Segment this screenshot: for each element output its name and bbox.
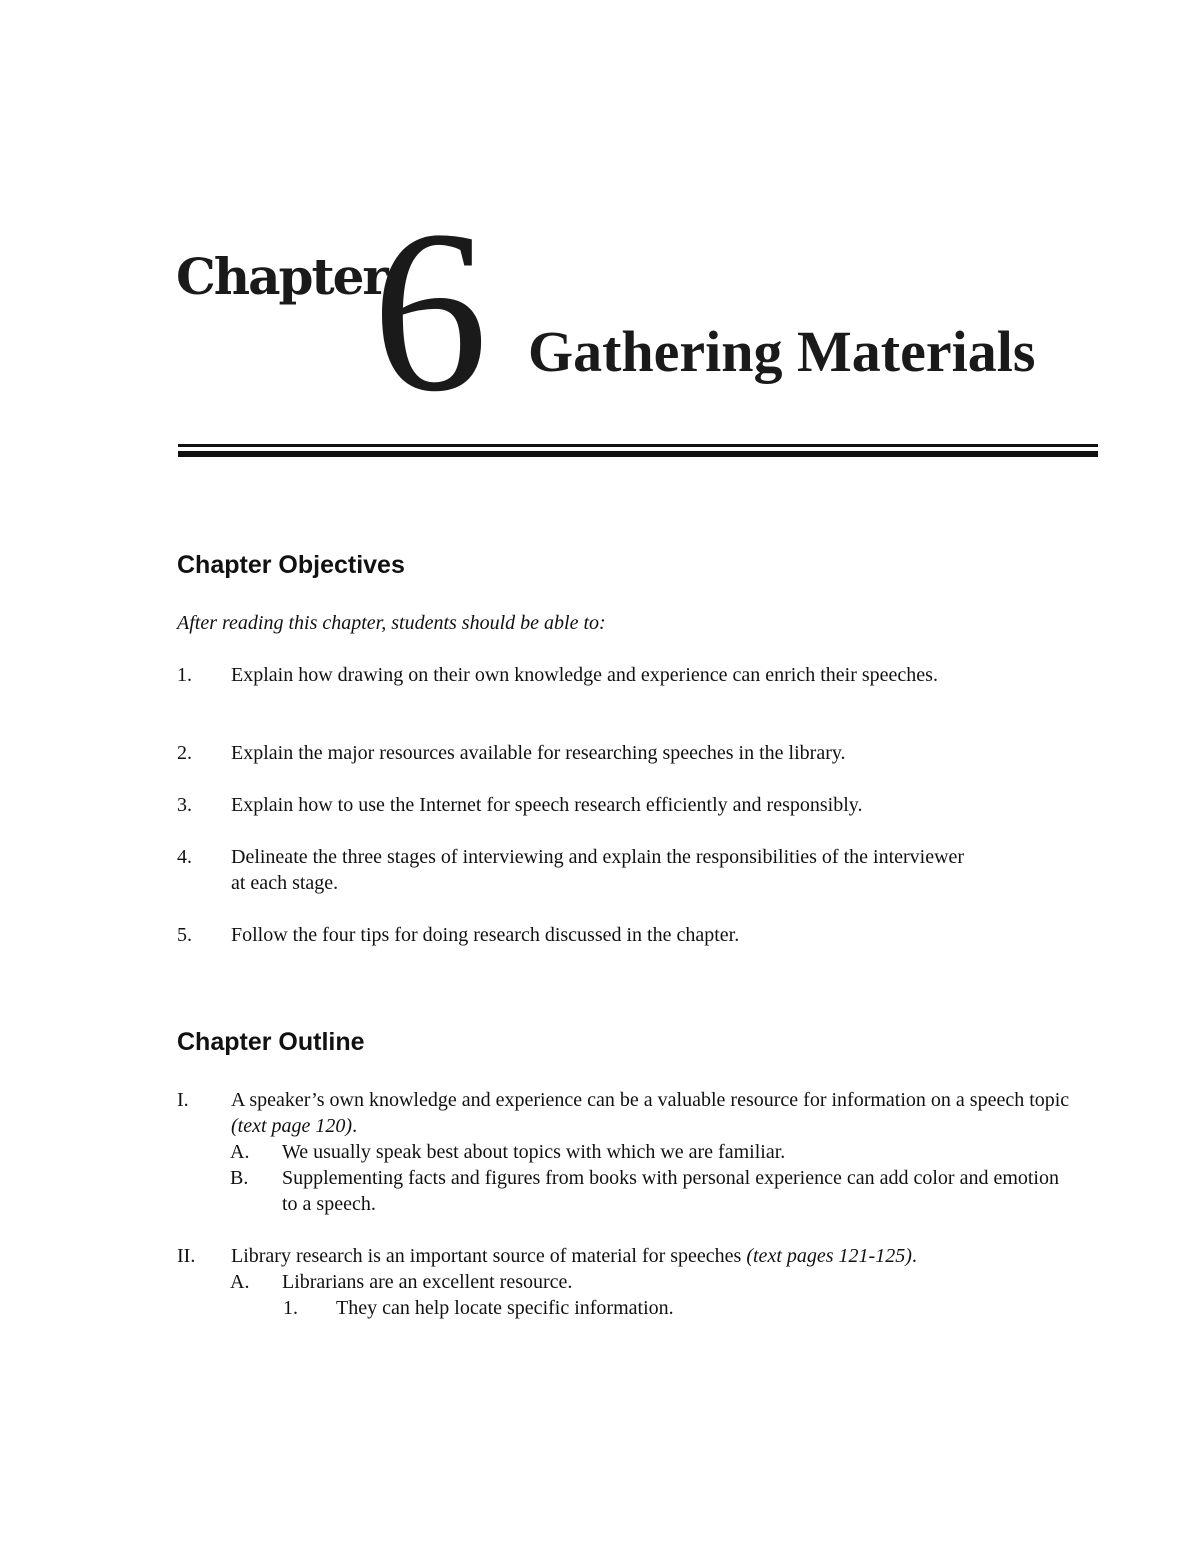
chapter-label: Chapter (176, 247, 387, 306)
outline-subitem-letter: B. (230, 1167, 249, 1189)
objective-item (177, 792, 967, 818)
outline-section-text: Library research is an important source of material for speeches (231, 1245, 742, 1267)
objective-text: Explain how to use the Internet for speech research efficiently and responsibly. (231, 794, 863, 816)
outline-subitem-text: Supplementing facts and figures from books with personal experience can add color and emotion to a speech. (282, 1167, 1059, 1215)
outline-section-text: A speaker’s own knowledge and experience can be a valuable resource for information on a speech topic (231, 1089, 1070, 1111)
objective-text: Delineate the three stages of interviewing and explain the responsibilities of the interviewer at each stage. (231, 846, 965, 894)
sentence-end: . (911, 1245, 917, 1267)
outline-subitem-letter: A. (230, 1141, 250, 1163)
text-page-citation: (text pages 121-125) (746, 1245, 912, 1267)
objective-item (177, 662, 967, 688)
outline-subitem-text: We usually speak best about topics with which we are familiar. (282, 1141, 786, 1163)
outline-subitem (230, 1165, 1070, 1217)
objective-item (177, 844, 967, 896)
objectives-intro: After reading this chapter, students should be able to: (177, 612, 606, 634)
outline-section (177, 1243, 1077, 1269)
outline-subsubitem (283, 1295, 1063, 1321)
objective-text: Explain how drawing on their own knowledge and experience can enrich their speeches. (231, 664, 938, 686)
chapter-title: Gathering Materials (528, 319, 1036, 384)
outline-section-number: I. (177, 1089, 189, 1111)
title-rule-thin (178, 444, 1098, 447)
chapter-number: 6 (372, 183, 488, 440)
outline-subitem (230, 1269, 1070, 1295)
objective-number: 4. (177, 846, 192, 868)
objective-number: 1. (177, 664, 192, 686)
outline-subsubitem-number: 1. (283, 1297, 298, 1319)
outline-subsubitem-text: They can help locate specific information. (336, 1297, 674, 1319)
outline-section-number: II. (177, 1245, 196, 1267)
outline-subitem-letter: A. (230, 1271, 250, 1293)
objective-number: 3. (177, 794, 192, 816)
objective-text: Explain the major resources available for researching speeches in the library. (231, 742, 846, 764)
title-rule-thick (178, 451, 1098, 457)
sentence-end: . (352, 1115, 358, 1137)
outline-heading: Chapter Outline (177, 1028, 365, 1056)
outline-subitem-text: Librarians are an excellent resource. (282, 1271, 573, 1293)
text-page-citation: (text page 120) (231, 1115, 353, 1137)
objective-text: Follow the four tips for doing research discussed in the chapter. (231, 924, 740, 946)
objectives-heading: Chapter Objectives (177, 551, 405, 579)
objective-item (177, 740, 967, 766)
objective-number: 2. (177, 742, 192, 764)
objective-number: 5. (177, 924, 192, 946)
outline-section (177, 1087, 1077, 1139)
objective-item (177, 922, 967, 948)
outline-subitem (230, 1139, 1070, 1165)
